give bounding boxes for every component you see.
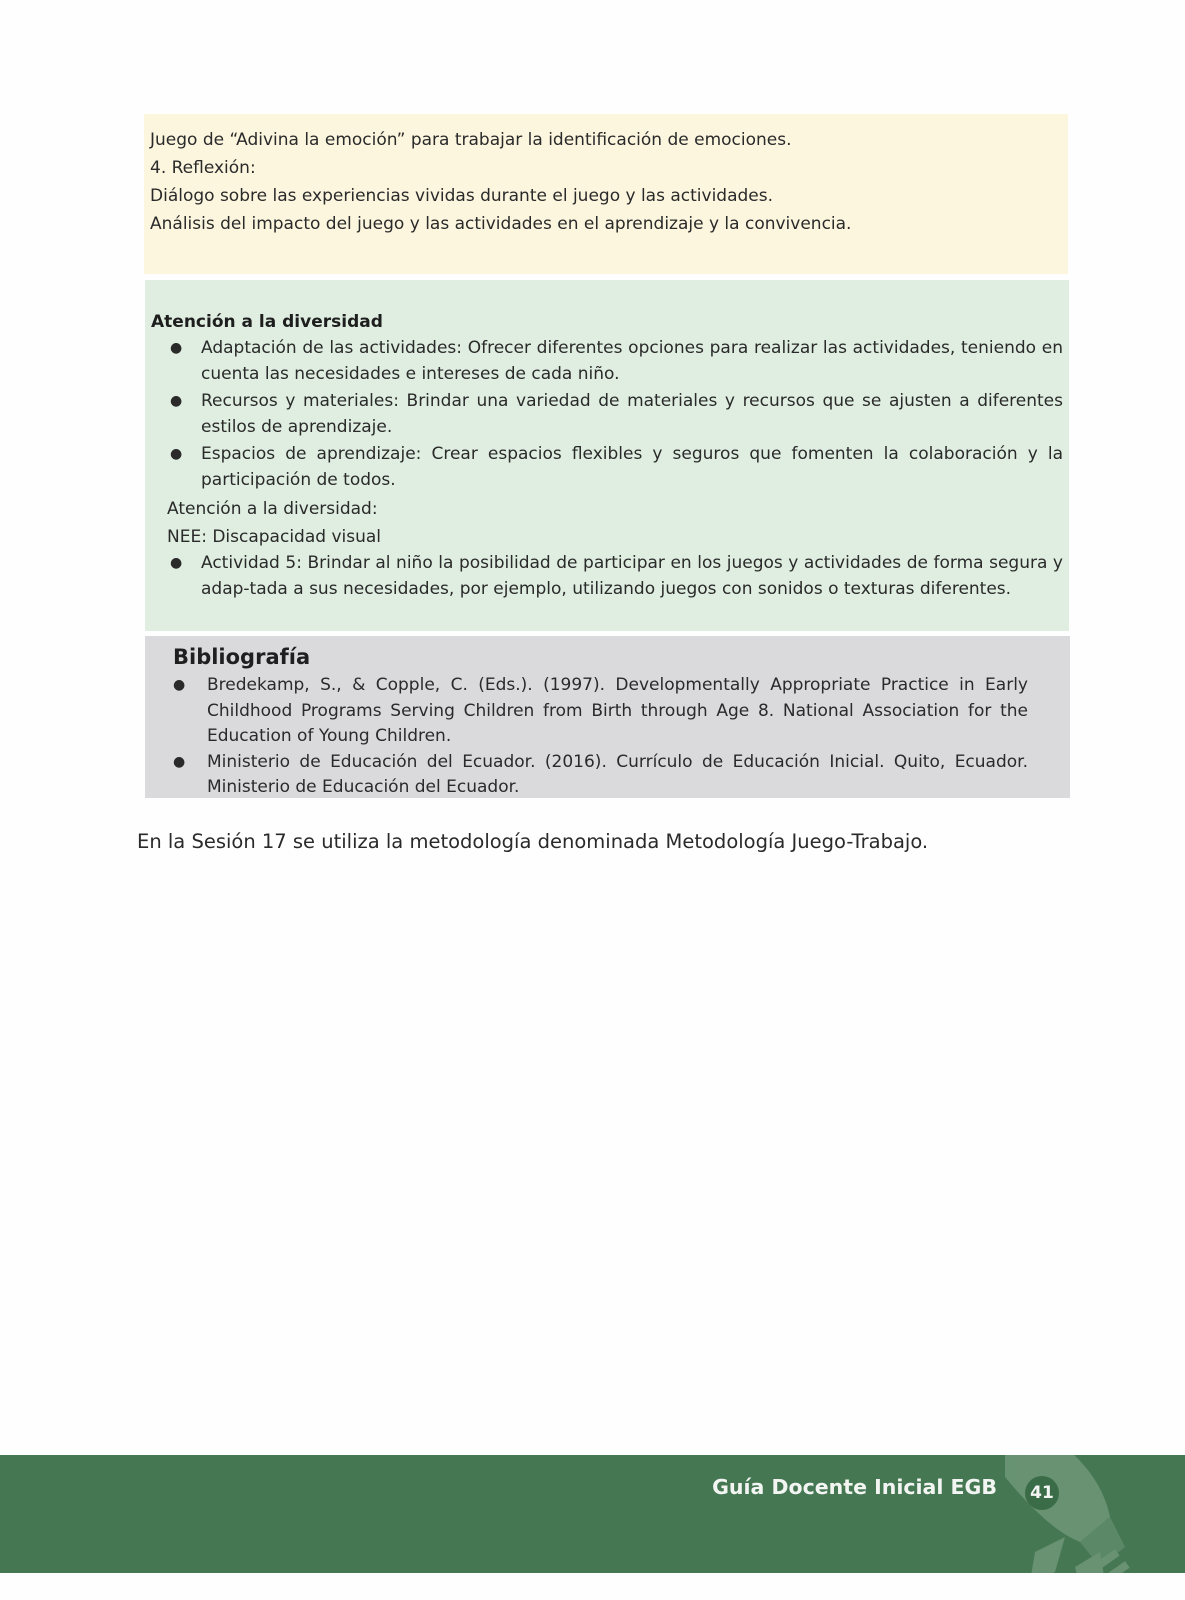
footer-title: Guía Docente Inicial EGB xyxy=(712,1475,997,1499)
bullet-icon: ● xyxy=(173,753,186,770)
diversity-list xyxy=(151,336,1063,493)
list-item: ● Actividad 5: Brindar al niño la posibilidad de participar en los juegos y actividades de forma segura y adap-tada a sus necesidades, por ejemplo, utilizando juegos con sonidos o texturas diferentes. xyxy=(170,553,1063,599)
bullet-icon: ● xyxy=(170,340,183,356)
diversity-heading: Atención a la diversidad xyxy=(151,312,383,332)
reflection-heading: 4. Reflexión: xyxy=(150,158,256,178)
nee-label: NEE: Discapacidad visual xyxy=(167,527,382,547)
bullet-icon: ● xyxy=(170,446,183,462)
activity-line: Juego de “Adivina la emoción” para trabajar la identificación de emociones. xyxy=(150,130,792,150)
list-item: ● Recursos y materiales: Brindar una variedad de materiales y recursos que se ajusten a diferentes estilos de aprendizaje. xyxy=(170,391,1063,437)
bullet-icon: ● xyxy=(173,677,186,693)
page-footer xyxy=(0,1455,1185,1573)
page-number: 41 xyxy=(1025,1476,1059,1510)
nee-list xyxy=(151,551,1063,602)
list-item: ● Espacios de aprendizaje: Crear espacios flexibles y seguros que fomenten la colaboración y la participación de todos. xyxy=(170,444,1063,490)
activity-line: Diálogo sobre las experiencias vividas durante el juego y las actividades. xyxy=(150,186,774,206)
bibliography-title: Bibliografía xyxy=(173,645,311,669)
list-item: ● Adaptación de las actividades: Ofrecer diferentes opciones para realizar las actividades, teniendo en cuenta las necesidades e intereses de cada niño. xyxy=(170,338,1063,384)
bullet-icon: ● xyxy=(170,393,183,409)
activity-line: Análisis del impacto del juego y las actividades en el aprendizaje y la convivencia. xyxy=(150,214,852,234)
bibliography-entry: ● Ministerio de Educación del Ecuador. (2016). Currículo de Educación Inicial. Quito, Ecuador. Ministerio de Educación del Ecuador. xyxy=(173,751,1028,797)
body-paragraph: En la Sesión 17 se utiliza la metodología denominada Metodología Juego-Trabajo. xyxy=(137,830,929,853)
bullet-icon: ● xyxy=(170,555,183,571)
activity-box xyxy=(144,114,1068,274)
rocket-icon xyxy=(995,1455,1145,1573)
bibliography-list xyxy=(173,673,1028,801)
diversity-box xyxy=(145,280,1069,631)
diversity-subheading: Atención a la diversidad: xyxy=(167,499,378,519)
bibliography-box xyxy=(145,636,1070,798)
bibliography-entry: ● Bredekamp, S., & Copple, C. (Eds.). (1997). Developmentally Appropriate Practice in Early Childhood Programs Serving Children from Birth through Age 8. National Association for the Education of Young Children. xyxy=(173,675,1028,746)
